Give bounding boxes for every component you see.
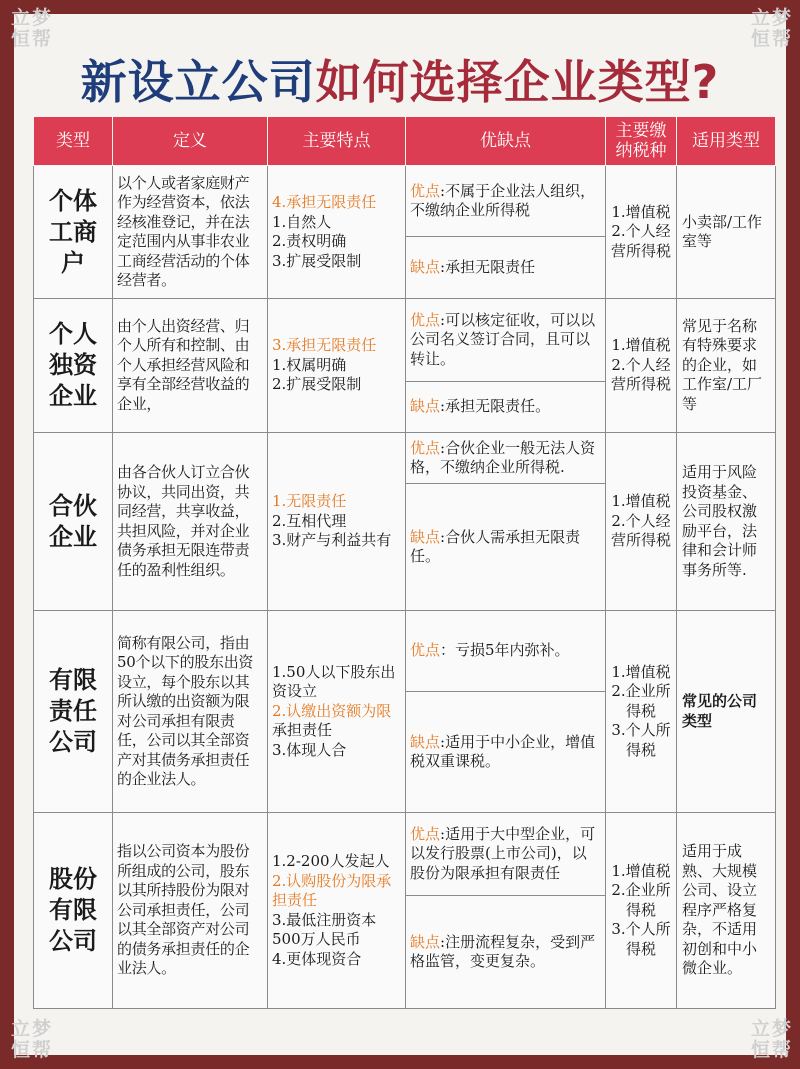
feature-item: 1.自然人 bbox=[272, 212, 332, 231]
feature-item-highlight: 2.认购股份为限承担责任 bbox=[272, 871, 392, 909]
cons-text bbox=[410, 258, 535, 278]
header-features: 主要特点 bbox=[268, 117, 406, 166]
tax-cell: 1.增值税 2.企业所得税 3.个人所得税 bbox=[606, 611, 677, 813]
pros-cons-cell bbox=[406, 813, 606, 1009]
cons-text bbox=[410, 933, 601, 972]
features-list bbox=[268, 489, 405, 554]
feature-item: 2.责权明确 bbox=[272, 232, 347, 250]
company-type-cell: 合伙 企业 bbox=[34, 433, 113, 611]
pros-text bbox=[410, 439, 601, 478]
cons-label: 缺点 bbox=[410, 932, 441, 951]
pros-label: 优点 bbox=[410, 824, 441, 843]
pros-section bbox=[406, 433, 605, 483]
pros-cons-cell bbox=[406, 433, 606, 611]
cons-section bbox=[406, 381, 605, 432]
feature-item: 1.50人以下股东出资设立 bbox=[272, 662, 396, 701]
cons-value: :承担无限责任。 bbox=[440, 397, 551, 416]
pros-label: 优点 bbox=[410, 641, 441, 660]
tax-cell: 1.增值税 2.个人经营所得税 bbox=[606, 433, 677, 611]
table-row bbox=[34, 433, 776, 611]
pros-label: 优点 bbox=[410, 310, 441, 329]
table-row bbox=[34, 813, 776, 1009]
pros-text bbox=[410, 311, 601, 370]
feature-item: 3.扩展受限制 bbox=[272, 251, 362, 270]
company-type-cell: 个人 独资 企业 bbox=[34, 299, 113, 433]
feature-item: 承担责任 bbox=[272, 721, 333, 740]
cons-section bbox=[406, 691, 605, 812]
tax-cell: 1.增值税 2.企业所得税 3.个人所得税 bbox=[606, 813, 677, 1009]
header-tax: 主要缴纳税种 bbox=[606, 117, 677, 166]
cons-value: :合伙人需承担无限责任。 bbox=[410, 527, 581, 565]
cons-value: :注册流程复杂，受到严格监管，变更复杂。 bbox=[410, 932, 596, 970]
cons-text bbox=[410, 397, 550, 417]
cons-value: :适用于中小企业，增值税双重课税。 bbox=[410, 732, 596, 770]
feature-item: 4.更体现资合 bbox=[272, 949, 362, 968]
company-type-cell: 有限 责任 公司 bbox=[34, 611, 113, 813]
cons-text bbox=[410, 528, 601, 567]
feature-item: 1.2-200人发起人 bbox=[272, 852, 390, 870]
pros-label: 优点 bbox=[410, 438, 441, 457]
feature-item: 3.财产与利益共有 bbox=[272, 531, 392, 550]
definition-cell: 简称有限公司，指由50个以下的股东出资设立，每个股东以其所认缴的出资额为限对公司承担有限责任，公司以其全部资产对其债务承担责任的企业法人。 bbox=[113, 611, 268, 813]
pros-value: :可以核定征收，可以以公司名义签订合同，且可以转让。 bbox=[410, 310, 596, 368]
cons-label: 缺点 bbox=[410, 397, 441, 416]
cons-label: 缺点 bbox=[410, 732, 441, 751]
features-list bbox=[268, 333, 405, 398]
pros-text bbox=[410, 182, 601, 221]
watermark-logo: 立梦 恒帮 bbox=[10, 7, 53, 50]
header-type: 类型 bbox=[34, 117, 113, 166]
cons-label: 缺点 bbox=[410, 257, 441, 276]
pros-cons-cell bbox=[406, 166, 606, 299]
feature-item-highlight: 4.承担无限责任 bbox=[272, 193, 377, 211]
tax-cell: 1.增值税 2.个人经营所得税 bbox=[606, 166, 677, 299]
cons-section bbox=[406, 895, 605, 1008]
feature-item: 3.最低注册资本500万人民币 bbox=[272, 910, 377, 948]
company-type-table bbox=[33, 116, 776, 1009]
page-title bbox=[0, 52, 800, 112]
table-header-row bbox=[34, 117, 776, 166]
features-list bbox=[268, 660, 405, 764]
fit-cell: 适用于风险投资基金、公司股权激励平台，法律和会计师事务所等. bbox=[677, 433, 776, 611]
cons-text bbox=[410, 733, 601, 772]
pros-section bbox=[406, 813, 605, 895]
fit-cell: 适用于成熟、大规模公司、设立程序严格复杂，不适用初创和中小微企业。 bbox=[677, 813, 776, 1009]
definition-cell: 以个人或者家庭财产作为经营资本，依法经核准登记，并在法定范围内从事非农业工商经营活动的个体经营者。 bbox=[113, 166, 268, 299]
watermark-logo: 立梦 恒帮 bbox=[750, 7, 793, 50]
pros-cons-cell bbox=[406, 611, 606, 813]
tax-cell: 1.增值税 2.个人经营所得税 bbox=[606, 299, 677, 433]
features-cell bbox=[268, 813, 406, 1009]
pros-text bbox=[410, 641, 570, 661]
table-row bbox=[34, 166, 776, 299]
features-list bbox=[268, 849, 405, 972]
feature-item-highlight: 2.认缴出资额为限 bbox=[272, 701, 392, 720]
pros-section bbox=[406, 299, 605, 381]
cons-value: :承担无限责任 bbox=[440, 257, 536, 276]
table-row bbox=[34, 611, 776, 813]
pros-text bbox=[410, 825, 601, 884]
pros-section bbox=[406, 166, 605, 236]
header-pros-cons: 优缺点 bbox=[406, 117, 606, 166]
features-cell bbox=[268, 299, 406, 433]
feature-item: 3.体现人合 bbox=[272, 740, 347, 759]
header-definition: 定义 bbox=[113, 117, 268, 166]
pros-label: 优点 bbox=[410, 181, 441, 200]
feature-item-highlight: 1.无限责任 bbox=[272, 492, 347, 511]
pros-value: :合伙企业一般无法人资格，不缴纳企业所得税. bbox=[410, 438, 596, 476]
cons-section bbox=[406, 483, 605, 610]
feature-item: 1.权属明确 bbox=[272, 355, 347, 374]
pros-value: :不属于企业法人组织，不缴纳企业所得税 bbox=[410, 181, 596, 219]
company-type-cell: 个体 工商 户 bbox=[34, 166, 113, 299]
feature-item-highlight: 3.承担无限责任 bbox=[272, 336, 377, 355]
features-list bbox=[268, 190, 405, 274]
feature-item: 2.互相代理 bbox=[272, 511, 347, 530]
watermark-logo: 立梦 恒帮 bbox=[750, 1018, 793, 1061]
header-fit: 适用类型 bbox=[677, 117, 776, 166]
pros-value: :适用于大中型企业，可以发行股票(上市公司)，以股份为限承担有限责任 bbox=[410, 824, 596, 882]
pros-section bbox=[406, 611, 605, 691]
title-part2: 如何选择企业类型? bbox=[315, 55, 720, 109]
features-cell bbox=[268, 433, 406, 611]
company-type-cell: 股份 有限 公司 bbox=[34, 813, 113, 1009]
table-row bbox=[34, 299, 776, 433]
pros-cons-cell bbox=[406, 299, 606, 433]
fit-cell: 小卖部/工作室等 bbox=[677, 166, 776, 299]
fit-cell: 常见的公司类型 bbox=[677, 611, 776, 813]
feature-item: 2.扩展受限制 bbox=[272, 375, 362, 394]
fit-cell: 常见于名称有特殊要求的企业，如工作室/工厂等 bbox=[677, 299, 776, 433]
cons-label: 缺点 bbox=[410, 527, 441, 546]
features-cell bbox=[268, 166, 406, 299]
definition-cell: 指以公司资本为股份所组成的公司，股东以其所持股份为限对公司承担责任，公司以其全部资产对公司的债务承担责任的企业法人。 bbox=[113, 813, 268, 1009]
definition-cell: 由个人出资经营、归个人所有和控制、由个人承担经营风险和享有全部经营收益的企业， bbox=[113, 299, 268, 433]
features-cell bbox=[268, 611, 406, 813]
definition-cell: 由各合伙人订立合伙协议，共同出资，共同经营，共享收益，共担风险，并对企业债务承担无限连带责任的盈利性组织。 bbox=[113, 433, 268, 611]
watermark-logo: 立梦 恒帮 bbox=[10, 1018, 53, 1061]
pros-value: ：亏损5年内弥补。 bbox=[440, 641, 570, 660]
cons-section bbox=[406, 236, 605, 298]
title-part1: 新设立公司 bbox=[80, 55, 316, 109]
